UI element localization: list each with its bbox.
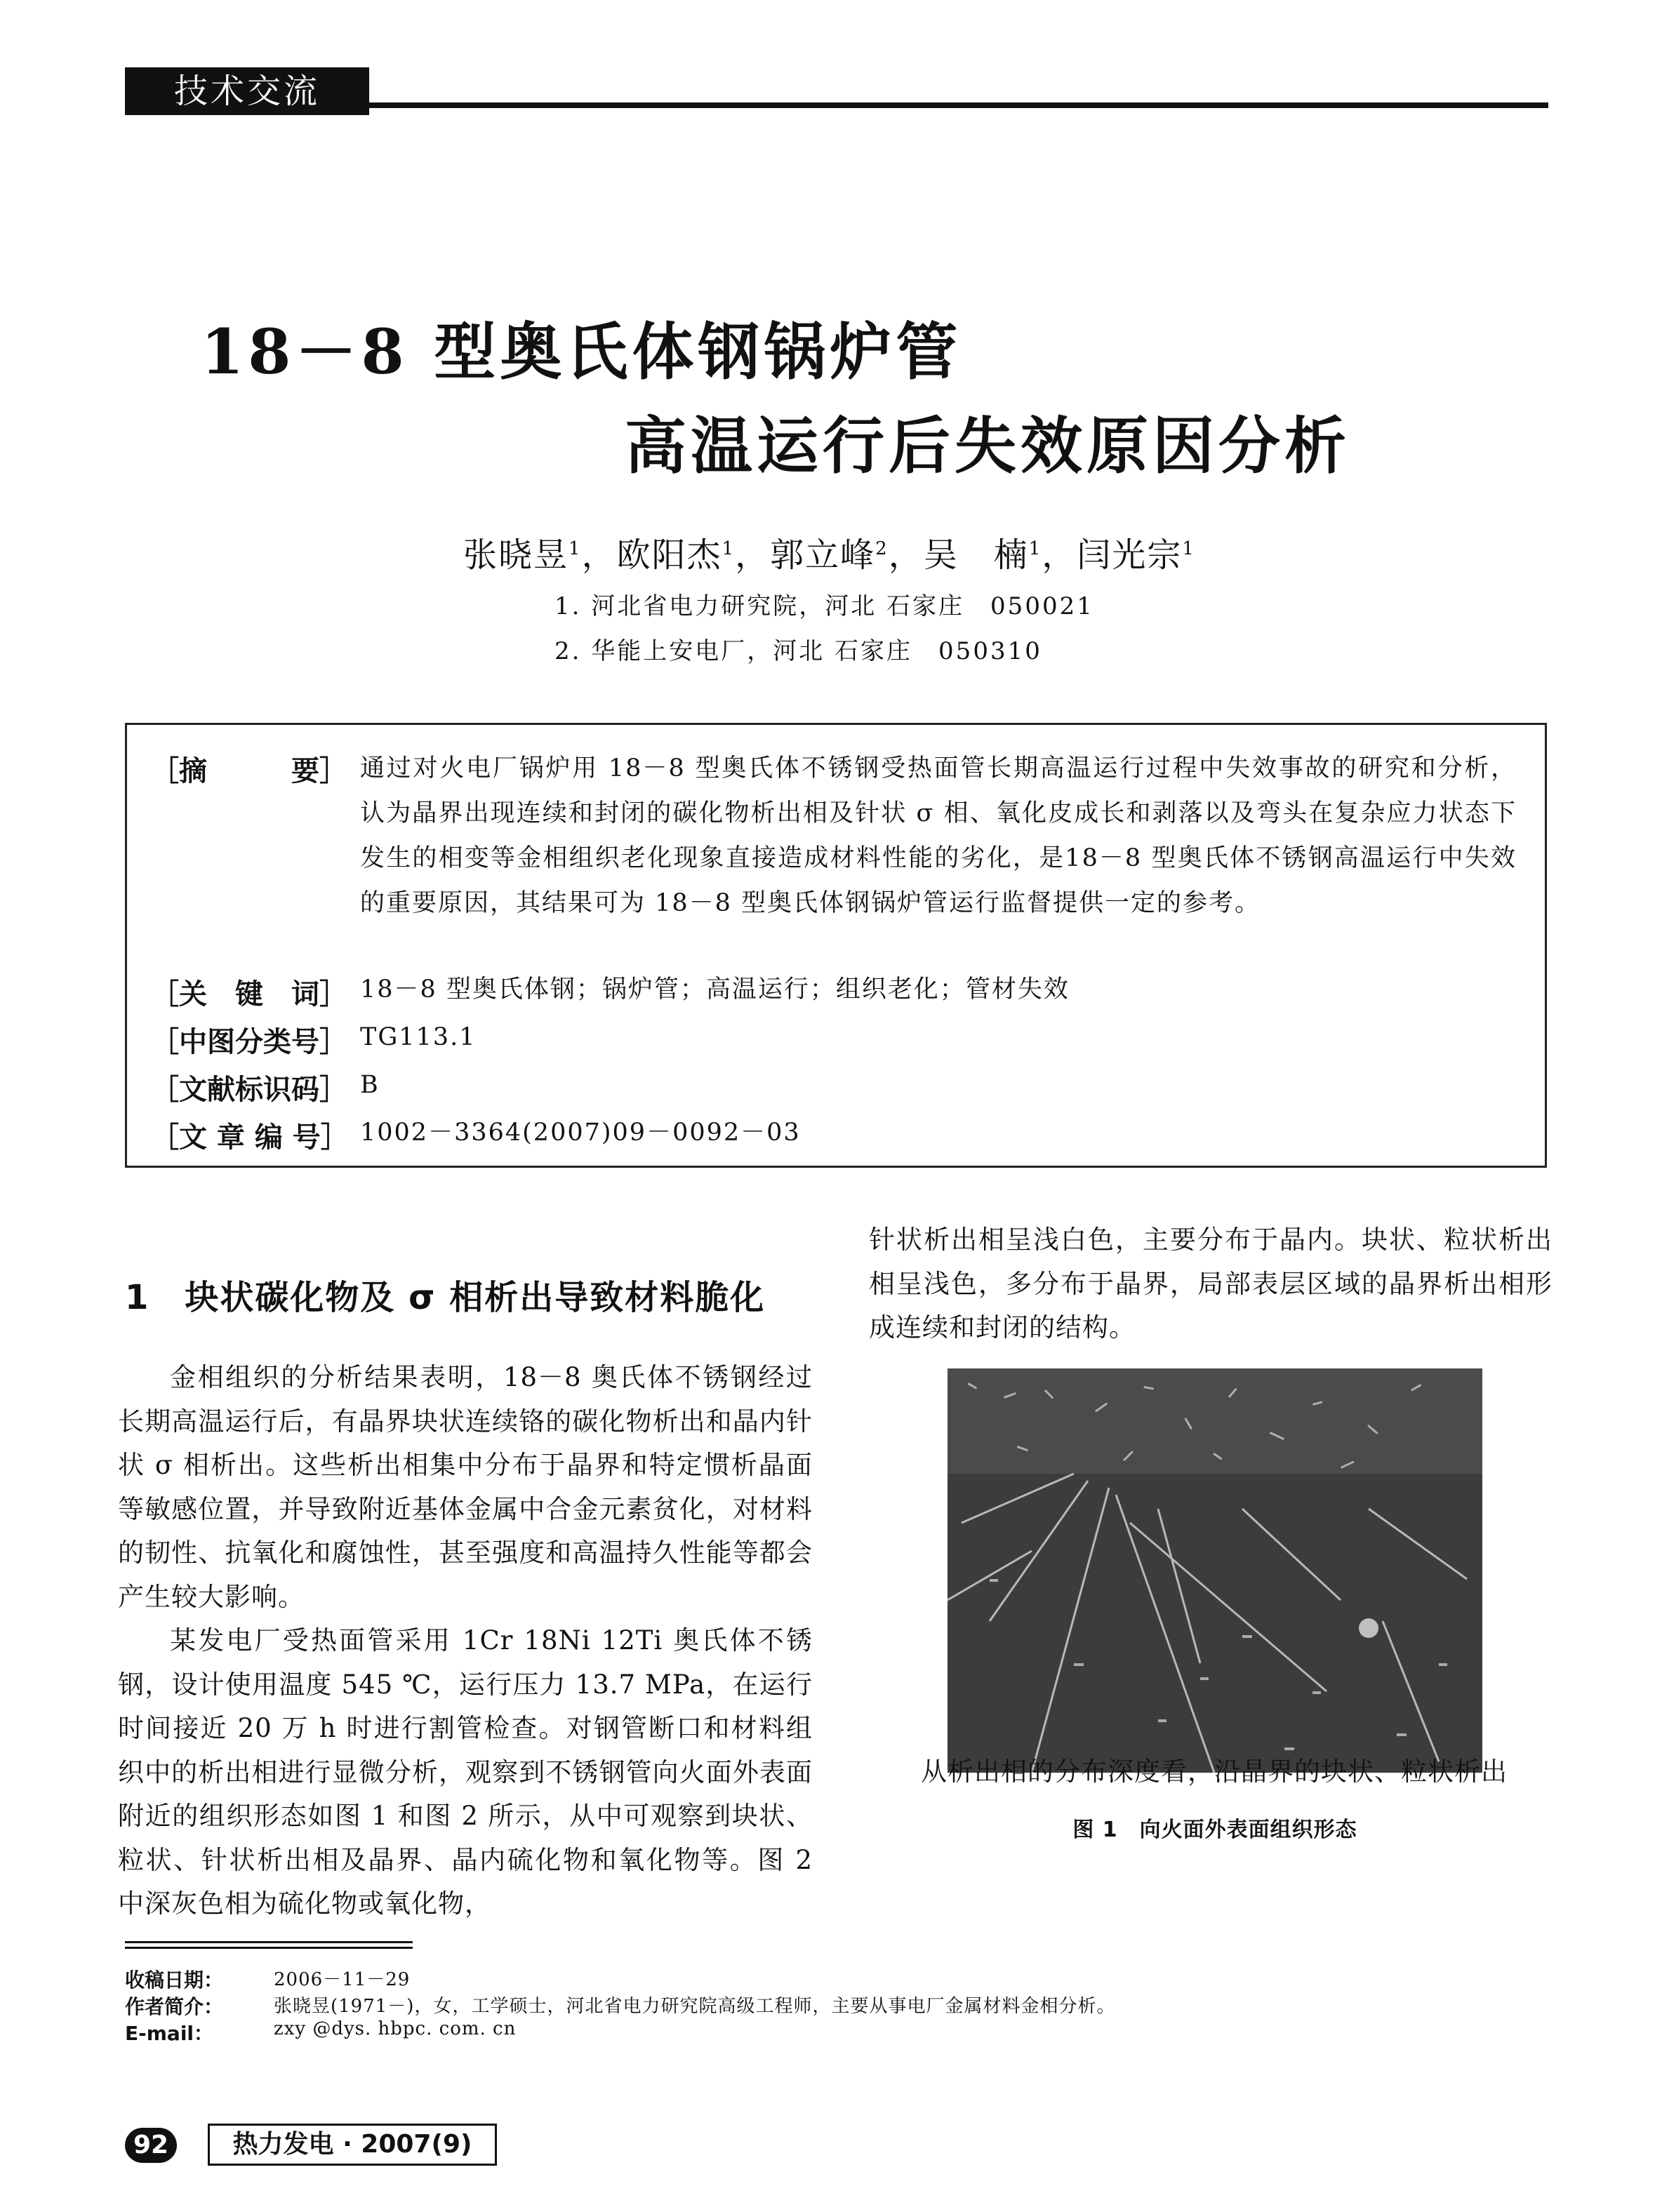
affiliation-1: 1. 河北省电力研究院，河北 石家庄 050021 [554, 592, 1094, 620]
section-heading: 1 块状碳化物及 σ 相析出导致材料脆化 [125, 1278, 766, 1317]
figure-caption: 图 1 向火面外表面组织形态 [1072, 1818, 1357, 1842]
author-affil-mark: 2 [875, 538, 889, 559]
author-name: 闫光宗 [1077, 535, 1183, 575]
title-line-1: 18－8 型奥氏体钢锅炉管 [201, 315, 962, 388]
body-right-column-bottom [869, 1750, 1553, 1794]
body-paragraph: 金相组织的分析结果表明，18－8 奥氏体不锈钢经过长期高温运行后，有晶界块状连续铬的碳化物析出和晶内针状 σ 相析出。这些析出相集中分布于晶界和特定惯析晶面等敏感位置，并导致附近基体金属中合金元素贫化，对材料的韧性、抗氧化和腐蚀性，甚至强度和高温持久性能等都会产生较大影响。 [118, 1362, 813, 1612]
affiliation-2: 2. 华能上安电厂，河北 石家庄 050310 [554, 637, 1042, 665]
page-number-badge: 92 [125, 2128, 177, 2163]
received-date-label: 收稿日期： [125, 1968, 224, 1992]
title-line-2: 高温运行后失效原因分析 [625, 409, 1351, 482]
clc-label: ［中图分类号］ [151, 1026, 347, 1058]
article-no-text: 1002－3364(2007)09－0092－03 [360, 1119, 801, 1147]
body-paragraph: 针状析出相呈浅白色，主要分布于晶内。块状、粒状析出相呈浅色，多分布于晶界，局部表层区域的晶界析出相形成连续和封闭的结构。 [869, 1225, 1553, 1342]
keywords-text: 18－8 型奥氏体钢；锅炉管；高温运行；组织老化；管材失效 [360, 975, 1070, 1004]
author-name: 郭立峰 [770, 535, 876, 575]
micrograph-image [948, 1368, 1482, 1773]
article-no-label: ［文 章 编 号］ [151, 1121, 349, 1154]
abstract-text: 通过对火电厂锅炉用 18－8 型奥氏体不锈钢受热面管长期高温运行过程中失效事故的研究和分析，认为晶界出现连续和封闭的碳化物析出相及针状 σ 相、氧化皮成长和剥落以及弯头在复杂应力状态下发生的相变等金相组织老化现象直接造成材料性能的劣化，是18－8 型奥氏体不锈钢高温运行中失效的重要原因，其结果可为 18－8 型奥氏体钢锅炉管运行监督提供一定的参考。 [360, 754, 1517, 917]
body-left-column [118, 1356, 813, 1926]
body-paragraph: 某发电厂受热面管采用 1Cr 18Ni 12Ti 奥氏体不锈钢，设计使用温度 545 ℃，运行压力 13.7 MPa，在运行时间接近 20 万 h 时进行割管检查。对钢管断口和材料组织中的析出相进行显微分析，观察到不锈钢管向火面外表面附近的组织形态如图 1 和图 2 所示，从中可观察到块状、粒状、针状析出相及晶界、晶内硫化物和氧化物等。图 2 中深灰色相为硫化物或氧化物， [118, 1625, 813, 1919]
author-bio: 张晓昱(1971－)，女，工学硕士，河北省电力研究院高级工程师，主要从事电厂金属材料金相分析。 [274, 1996, 1116, 2017]
journal-citation: 热力发电 · 2007(9) [208, 2124, 497, 2166]
body-right-column-top [869, 1218, 1553, 1350]
section-tag: 技术交流 [125, 67, 369, 115]
body-paragraph: 从析出相的分布深度看，沿晶界的块状、粒状析出 [921, 1757, 1508, 1787]
author-name: 张晓昱 [463, 535, 569, 575]
email-address: zxy @dys. hbpc. com. cn [274, 2018, 517, 2039]
clc-text: TG113.1 [360, 1023, 477, 1051]
keywords-label: ［关 键 词］ [151, 978, 347, 1011]
doc-code-text: B [360, 1071, 380, 1099]
abstract-box [125, 723, 1547, 1168]
author-name: 欧阳杰 [616, 535, 722, 575]
footnote-rule [125, 1941, 413, 1943]
email-label: E-mail： [125, 2022, 214, 2045]
footnote-rule [125, 1947, 413, 1949]
doc-code-label: ［文献标识码］ [151, 1074, 347, 1106]
header-rule [369, 102, 1548, 108]
author-affil-mark: 1 [569, 538, 582, 559]
abstract-label: ［摘 要］ [151, 755, 347, 787]
author-affil-mark: 1 [1028, 538, 1042, 559]
author-affil-mark: 1 [722, 538, 736, 559]
author-bio-label: 作者简介： [125, 1995, 224, 2018]
author-name: 吴 楠 [923, 535, 1029, 575]
author-list: 张晓昱$^1$，欧阳杰$^1$，郭立峰$^2$，吴 楠$^1$，闫光宗$^1$ [463, 535, 1195, 575]
received-date: 2006－11－29 [274, 1969, 411, 1990]
author-affil-mark: 1 [1182, 538, 1195, 559]
